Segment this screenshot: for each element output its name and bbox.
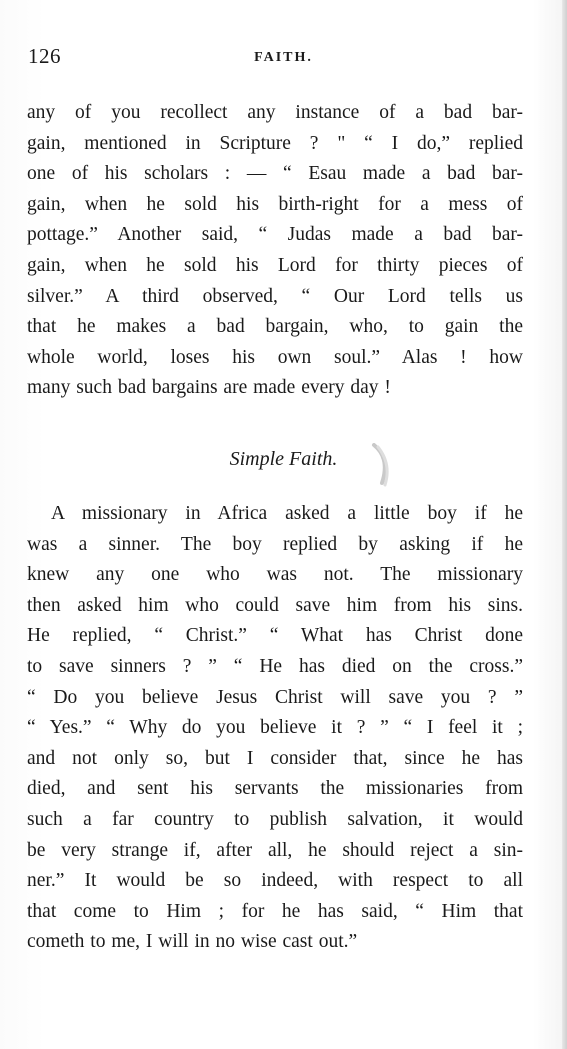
page-number: 126 <box>28 44 61 68</box>
text-line: “ Do you believe Jesus Christ will save you ? ” <box>27 686 523 708</box>
section-heading: Simple Faith. <box>229 448 338 470</box>
text-line: cometh to me, I will in no wise cast out.” <box>27 931 358 953</box>
text-line: that come to Him ; for he has said, “ Him that <box>27 900 523 922</box>
text-line: silver.” A third observed, “ Our Lord tells us <box>27 285 523 307</box>
text-line: then asked him who could save him from his sins. <box>27 594 523 616</box>
text-line: gain, when he sold his Lord for thirty pieces of <box>27 254 523 276</box>
text-line: He replied, “ Christ.” “ What has Christ done <box>27 625 523 647</box>
text-line: one of his scholars : — “ Esau made a bad bar- <box>27 163 523 185</box>
ink-smudge-mark <box>368 443 394 489</box>
page-edge <box>562 0 567 1049</box>
text-line: be very strange if, after all, he should reject a sin- <box>27 839 523 861</box>
text-line: pottage.” Another said, “ Judas made a bad bar- <box>27 224 523 246</box>
running-head: FAITH. <box>254 50 313 65</box>
text-line: died, and sent his servants the missionaries from <box>27 778 523 800</box>
text-line: ner.” It would be so indeed, with respect to all <box>27 870 523 892</box>
text-line: whole world, loses his own soul.” Alas ! how <box>27 346 523 368</box>
text-line: knew any one who was not. The missionary <box>27 564 523 586</box>
text-line: “ Yes.” “ Why do you believe it ? ” “ I feel it ; <box>27 717 523 739</box>
text-line: such a far country to publish salvation, it would <box>27 808 523 830</box>
text-line: A missionary in Africa asked a little boy if he <box>51 503 523 524</box>
text-line: was a sinner. The boy replied by asking if he <box>27 533 523 555</box>
text-line: and not only so, but I consider that, since he has <box>27 747 523 769</box>
text-line: gain, when he sold his birth-right for a mess of <box>27 193 523 215</box>
text-line: many such bad bargains are made every day ! <box>27 377 391 399</box>
text-line: gain, mentioned in Scripture ? " “ I do,” replied <box>27 132 523 154</box>
text-line: to save sinners ? ” “ He has died on the cross.” <box>27 655 523 677</box>
paragraph-simple-faith <box>27 499 523 958</box>
text-line: that he makes a bad bargain, who, to gain the <box>27 316 523 338</box>
paragraph-bad-bargains <box>27 98 523 404</box>
text-line: any of you recollect any instance of a bad bar- <box>27 102 523 123</box>
